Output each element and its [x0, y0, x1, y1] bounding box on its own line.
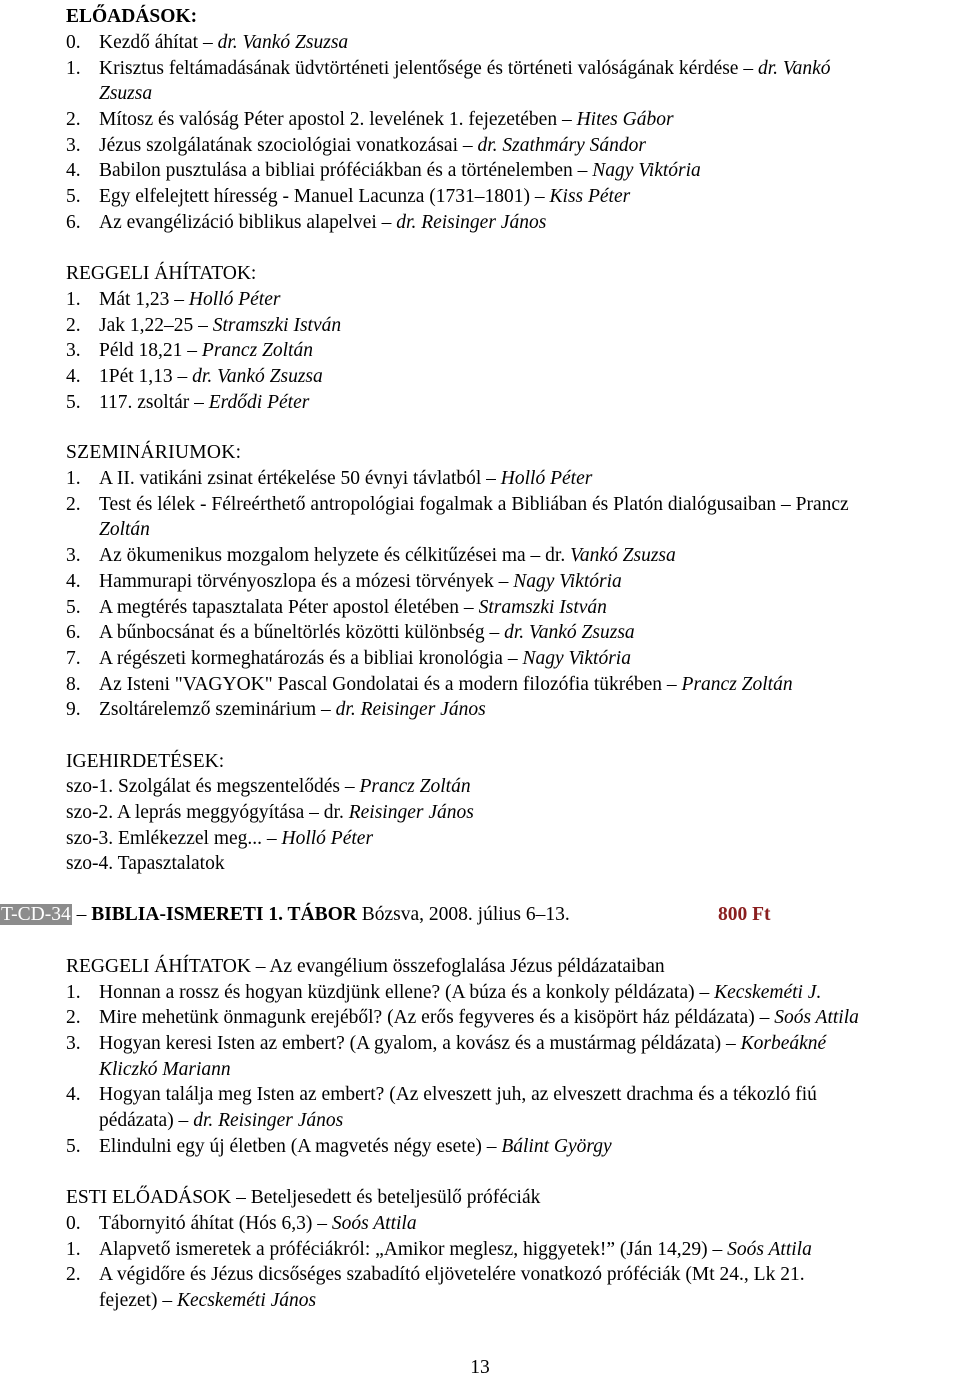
- list-item: 4. 1Pét 1,13 – dr. Vankó Zsuzsa: [66, 366, 323, 387]
- section-heading-igehirdetesek: IGEHIRDETÉSEK:: [66, 751, 225, 772]
- list-item: 1. Krisztus feltámadásának üdvtörténeti jelentősége és történeti valóságának kérdése – dr. Vankó: [66, 58, 831, 79]
- list-item-continuation: fejezet) – Kecskeméti János: [99, 1290, 317, 1311]
- list-item: 2. Jak 1,22–25 – Stramszki István: [66, 315, 342, 336]
- list-item: 4. Hogyan találja meg Isten az embert? (Az elveszett juh, az elveszett drachma és a tékozló fiú: [66, 1084, 817, 1105]
- list-item: 0. Tábornyitó áhítat (Hós 6,3) – Soós Attila: [66, 1213, 417, 1234]
- list-item: 5. A megtérés tapasztalata Péter apostol életében – Stramszki István: [66, 597, 607, 618]
- list-item: 2. A végidőre és Jézus dicsőséges szabadító eljövetelére vonatkozó próféciák (Mt 24., Lk 21.: [66, 1264, 805, 1285]
- list-item: szo-2. A leprás meggyógyítása – dr. Reisinger János: [66, 802, 474, 823]
- section-heading-reggeli2: REGGELI ÁHÍTATOK – Az evangélium összefoglalása Jézus példázataiban: [66, 956, 665, 977]
- list-item: 1. Honnan a rossz és hogyan küzdjünk ellene? (A búza és a konkoly példázata) – Kecskeméti J.: [66, 982, 822, 1003]
- catalog-code: T-CD-34: [1, 904, 71, 925]
- page-number: 13: [470, 1357, 490, 1378]
- list-item: 1. A II. vatikáni zsinat értékelése 50 évnyi távlatból – Holló Péter: [66, 468, 593, 489]
- list-item: 4. Babilon pusztulása a bibliai próféciákban és a történelemben – Nagy Viktória: [66, 160, 701, 181]
- section-heading-esti: ESTI ELŐADÁSOK – Beteljesedett és beteljesülő próféciák: [66, 1187, 541, 1208]
- catalog-entry: T-CD-34 – BIBLIA-ISMERETI 1. TÁBOR Bózsva, 2008. július 6–13.: [1, 904, 570, 925]
- list-item: 1. Alapvető ismeretek a próféciákról: „Amikor meglesz, higgyetek!” (Ján 14,29) – Soós Attila: [66, 1239, 812, 1260]
- list-item: 3. Péld 18,21 – Prancz Zoltán: [66, 340, 313, 361]
- list-item: 3. Jézus szolgálatának szociológiai vonatkozásai – dr. Szathmáry Sándor: [66, 135, 646, 156]
- list-item-continuation: Zoltán: [99, 519, 150, 540]
- list-item: 1. Mát 1,23 – Holló Péter: [66, 289, 281, 310]
- list-item: 2. Mire mehetünk önmagunk erejéből? (Az erős fegyveres és a kisöpört ház példázata) – Soós Attila: [66, 1007, 859, 1028]
- section-heading-szeminariumok: SZEMINÁRIUMOK:: [66, 442, 242, 463]
- section-heading-reggeli: REGGELI ÁHÍTATOK:: [66, 263, 257, 284]
- list-item: szo-4. Tapasztalatok: [66, 853, 225, 874]
- list-item: 3. Az ökumenikus mozgalom helyzete és célkitűzései ma – dr. Vankó Zsuzsa: [66, 545, 676, 566]
- list-item: 6. A bűnbocsánat és a bűneltörlés közötti különbség – dr. Vankó Zsuzsa: [66, 622, 635, 643]
- list-item: szo-1. Szolgálat és megszentelődés – Prancz Zoltán: [66, 776, 471, 797]
- list-item: 5. Egy elfelejtett híresség - Manuel Lacunza (1731–1801) – Kiss Péter: [66, 186, 631, 207]
- list-item-continuation: Zsuzsa: [99, 83, 153, 104]
- list-item: 5. 117. zsoltár – Erdődi Péter: [66, 392, 310, 413]
- list-item: 7. A régészeti kormeghatározás és a bibliai kronológia – Nagy Viktória: [66, 648, 631, 669]
- list-item: 6. Az evangélizáció biblikus alapelvei – dr. Reisinger János: [66, 212, 547, 233]
- list-item: 2. Mítosz és valóság Péter apostol 2. levelének 1. fejezetében – Hites Gábor: [66, 109, 674, 130]
- list-item: 9. Zsoltárelemző szeminárium – dr. Reisinger János: [66, 699, 486, 720]
- section-heading-eloadasok: ELŐADÁSOK:: [66, 6, 198, 27]
- list-item: szo-3. Emlékezzel meg... – Holló Péter: [66, 828, 374, 849]
- list-item-continuation: pédázata) – dr. Reisinger János: [99, 1110, 344, 1131]
- catalog-price: 800 Ft: [718, 904, 771, 925]
- list-item: 2. Test és lélek - Félreérthető antropológiai fogalmak a Bibliában és Platón dialógusaiban – Prancz: [66, 494, 849, 515]
- list-item: 3. Hogyan keresi Isten az embert? (A gyalom, a kovász és a mustármag példázata) – Korbeákné: [66, 1033, 827, 1054]
- list-item: 5. Elindulni egy új életben (A magvetés négy esete) – Bálint György: [66, 1136, 612, 1157]
- list-item: 8. Az Isteni "VAGYOK" Pascal Gondolatai és a modern filozófia tükrében – Prancz Zoltán: [66, 674, 793, 695]
- list-item: 0. Kezdő áhítat – dr. Vankó Zsuzsa: [66, 32, 349, 53]
- list-item: 4. Hammurapi törvényoszlopa és a mózesi törvények – Nagy Viktória: [66, 571, 622, 592]
- catalog-title: BIBLIA-ISMERETI 1. TÁBOR: [91, 904, 357, 925]
- list-item-continuation: Kliczkó Mariann: [99, 1059, 231, 1080]
